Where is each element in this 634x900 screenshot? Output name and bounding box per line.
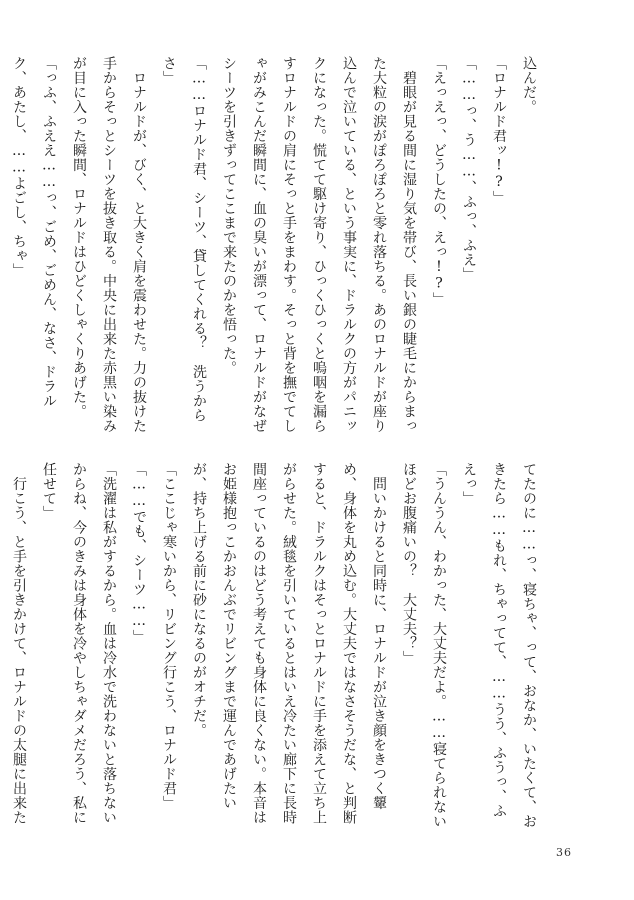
page-number: 36 <box>556 846 572 859</box>
text-line: 行こう、と手を引きかけて、ロナルドの太腿に出来た <box>11 476 27 825</box>
text-line: 「えっえっ、どうしたの、えっ!?」 <box>431 56 447 307</box>
text-line: 碧眼が見る間に湿り気を帯び、長い銀の睫毛にからまった大粒の涙がぽろぽろと零れ落ちる。あのロナルドが座り込んで泣いている、という事実に、ドラルクの方がパニックになった。慌てて駆け寄り、ひっくひっくと嗚咽を漏らすロナルドの肩にそっと手をまわす。そっと背を撫でてしゃがみこんだ瞬間に、血の臭いが漂って、ロナルドがなぜシーツを引きずってここまで来たのかを悟った。 <box>221 56 417 433</box>
text-line: 「……でも、シーツ……」 <box>131 462 147 644</box>
text-line: 「……っ、う……、ふっ、ふえ」 <box>461 56 477 282</box>
text-line: 「ここじゃ寒いから、リビング行こう、ロナルド君」 <box>161 462 177 810</box>
text-line: 「っふ、ふええ……っ、ごめ、ごめん、なさ、ドラルク、あたし、……よごし、ちゃ」 <box>11 56 57 408</box>
text-line: 「ロナルド君ッ!?」 <box>491 56 507 205</box>
text-line: 込んだ。 <box>521 56 537 114</box>
lower-text-block <box>0 462 544 830</box>
text-line: 「洗濯は私がするから。血は冷水で洗わないと落ちないからね、今のきみは身体を冷やしちゃダメだろう、私に任せて」 <box>41 462 117 825</box>
text-line <box>0 56 4 436</box>
text-line: 「うんうん、わかった、大丈夫だよ。……寝てられないほどお腹痛いの？ 大丈夫？」 <box>401 462 447 829</box>
text-line: 「……ロナルド君、シーツ、貸してくれる？ 洗うからさ」 <box>161 56 207 423</box>
text-line: てたのに……っ、寝ちゃ、って、おなか、いたくて、おきたら……もれ、ちゃってて、……うう、ふうっ、ふえっ」 <box>461 462 537 829</box>
upper-text-block <box>0 56 544 436</box>
text-line: 問いかけると同時に、ロナルドが泣き顔をきつく顰め、身体を丸め込む。大丈夫ではなさそうだな、と判断すると、ドラルクはそっとロナルドに手を添えて立ち上がらせた。絨毯を引いているとはいえ冷たい廊下に長時間座っているのはどう考えても身体に良くない。本音はお姫様抱っこかおんぶでリビングまで運んであげたいが、持ち上げる前に砂になるのがオチだ。 <box>191 462 387 825</box>
text-line: ロナルドが、びく、と大きく肩を震わせた。力の抜けた手からそっとシーツを抜き取る。中央に出来た赤黒い染みが目に入った瞬間、ロナルドはひどくしゃくりあげた。 <box>71 56 147 433</box>
